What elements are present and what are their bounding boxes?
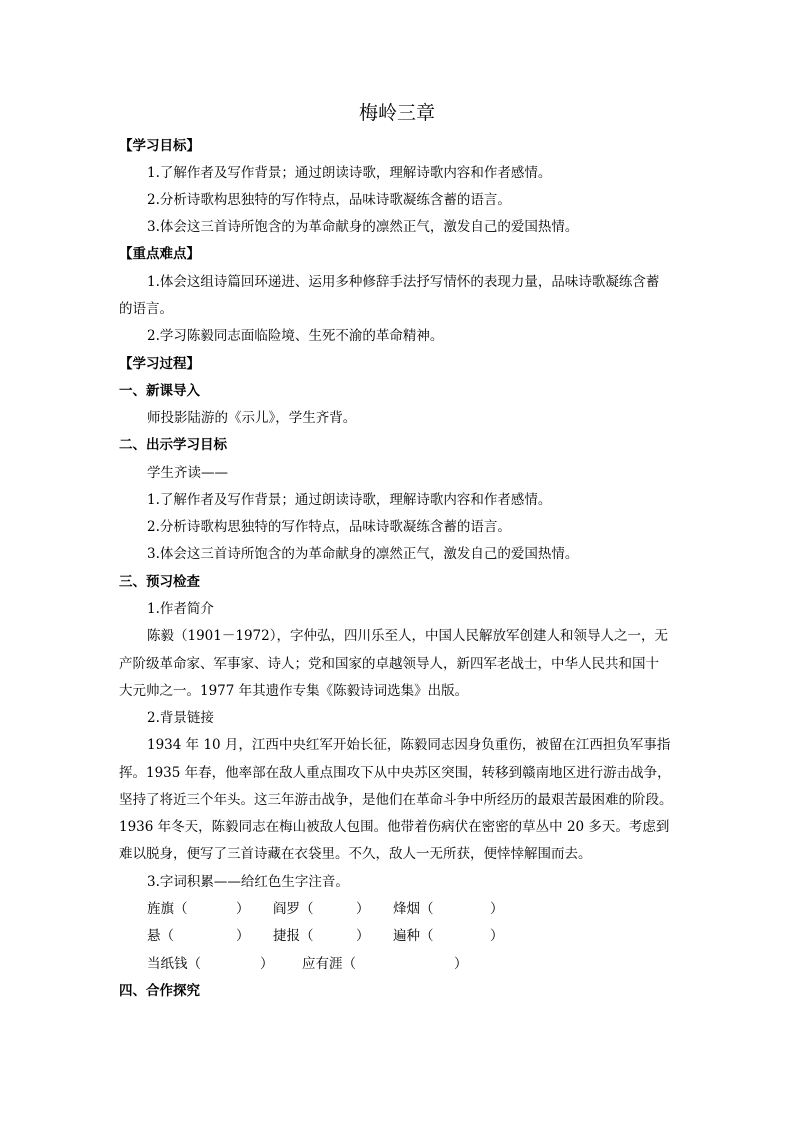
key-item-1-line-1: 1.体会这组诗篇回环递进、运用多种修辞手法抒写情怀的表现力量，品味诗歌凝练含蓄 (147, 274, 660, 290)
part2-item-1: 1.了解作者及写作背景；通过朗读诗歌，理解诗歌内容和作者感情。 (147, 492, 552, 508)
key-heading: 【重点难点】 (119, 246, 200, 262)
background-heading: 2.背景链接 (147, 710, 214, 726)
goal-item-2: 2.分析诗歌构思独特的写作特点，品味诗歌凝练含蓄的语言。 (147, 192, 511, 208)
part2-heading: 二、出示学习目标 (119, 437, 227, 453)
vocab-word-1: 旌旗（ (147, 901, 188, 917)
part1-heading: 一、新课导入 (119, 383, 200, 399)
vocab-word-7: 当纸钱（ (147, 956, 201, 972)
background-line-3: 坚持了将近三个年头。这三年游击战争，是他们在革命斗争中所经历的最艰苦最困难的阶段。 (119, 792, 673, 808)
vocab-close-3: ） (490, 901, 504, 917)
part2-item-3: 3.体会这三首诗所饱含的为革命献身的凛然正气，激发自己的爱国热情。 (147, 546, 579, 562)
vocab-heading: 3.字词积累——给红色生字注音。 (147, 874, 349, 890)
vocab-word-3: 烽烟（ (393, 901, 434, 917)
vocab-close-4: ） (236, 928, 250, 944)
vocab-close-7: ） (260, 956, 274, 972)
part4-heading: 四、合作探究 (119, 983, 200, 999)
vocab-word-8: 应有涯（ (302, 956, 356, 972)
process-heading: 【学习过程】 (119, 356, 200, 372)
part2-item-2: 2.分析诗歌构思独特的写作特点，品味诗歌凝练含蓄的语言。 (147, 519, 511, 535)
key-item-2: 2.学习陈毅同志面临险境、生死不渝的革命精神。 (147, 328, 444, 344)
vocab-word-2: 阎罗（ (273, 901, 314, 917)
background-line-5: 难以脱身，便写了三首诗藏在衣袋里。不久，敌人一无所获，便悻悻解围而去。 (119, 846, 592, 862)
document-title: 梅岭三章 (358, 102, 435, 124)
background-line-4: 1936 年冬天，陈毅同志在梅山被敌人包围。他带着伤病伏在密密的草丛中 20 多天。考虑到 (119, 819, 670, 835)
vocab-word-5: 捷报（ (273, 928, 314, 944)
vocab-close-6: ） (490, 928, 504, 944)
key-item-1-line-2: 的语言。 (119, 301, 173, 317)
part1-text: 师投影陆游的《示儿》，学生齐背。 (147, 410, 357, 426)
author-line-3: 大元帅之一。1977 年其遗作专集《陈毅诗词选集》出版。 (119, 683, 469, 699)
vocab-close-2: ） (356, 901, 370, 917)
part3-heading: 三、预习检查 (119, 574, 200, 590)
background-line-1: 1934 年 10 月，江西中央红军开始长征，陈毅同志因身负重伤，被留在江西担负军事指 (147, 737, 671, 753)
vocab-word-4: 悬（ (147, 928, 174, 944)
author-line-1: 陈毅（1901－1972），字仲弘，四川乐至人，中国人民解放军创建人和领导人之一，无 (147, 628, 668, 644)
vocab-close-5: ） (356, 928, 370, 944)
vocab-word-6: 遍种（ (393, 928, 434, 944)
part2-intro: 学生齐读—— (147, 465, 228, 481)
vocab-close-1: ） (236, 901, 250, 917)
goal-item-3: 3.体会这三首诗所饱含的为革命献身的凛然正气，激发自己的爱国热情。 (147, 219, 579, 235)
author-line-2: 产阶级革命家、军事家、诗人；党和国家的卓越领导人，新四军老战士，中华人民共和国十 (119, 656, 659, 672)
goal-item-1: 1.了解作者及写作背景；通过朗读诗歌，理解诗歌内容和作者感情。 (147, 165, 552, 181)
author-heading: 1.作者简介 (147, 601, 214, 617)
vocab-close-8: ） (454, 956, 468, 972)
goals-heading: 【学习目标】 (119, 138, 200, 154)
background-line-2: 挥。1935 年春，他率部在敌人重点围攻下从中央苏区突围，转移到赣南地区进行游击战争， (119, 765, 671, 781)
